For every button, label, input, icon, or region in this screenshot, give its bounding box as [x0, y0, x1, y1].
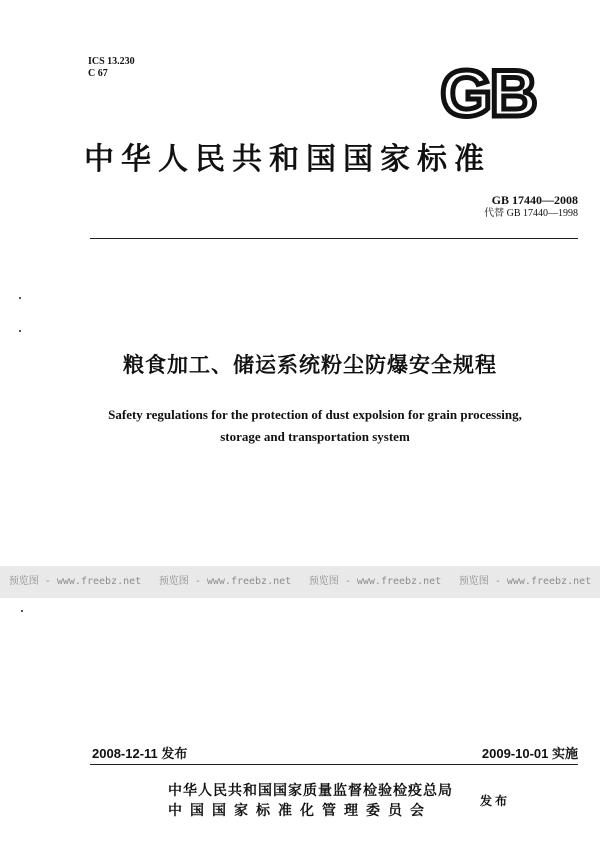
issue-date: 2008-12-11 发布	[92, 746, 188, 761]
issuer-aqsiq: 中华人民共和国国家质量监督检验检疫总局	[168, 783, 453, 799]
implementation-date: 2009-10-01 实施	[481, 746, 578, 761]
document-title-en-line2: storage and transportation system	[220, 429, 410, 444]
gb-logo-text: GB	[440, 62, 536, 120]
ccs-code: C 67	[88, 68, 108, 79]
document-title-en-line1: Safety regulations for the protection of dust expolsion for grain processing,	[108, 407, 522, 422]
gb-logo	[428, 62, 548, 120]
publish-label: 发布	[480, 794, 511, 808]
scan-speck	[19, 297, 21, 299]
header-divider	[90, 238, 578, 239]
standard-organization: 中华人民共和国国家标准	[84, 142, 491, 177]
watermark-text: 预览图 - www.freebz.net	[308, 576, 442, 587]
ics-code: ICS 13.230	[88, 56, 135, 67]
watermark-text: 预览图 - www.freebz.net	[158, 576, 292, 587]
watermark-band	[0, 566, 600, 598]
scan-speck	[21, 610, 23, 612]
issuer-sac: 中国国家标准化管理委员会	[168, 803, 432, 819]
footer-divider	[90, 764, 578, 765]
document-title-cn: 粮食加工、储运系统粉尘防爆安全规程	[123, 353, 497, 377]
standard-number: GB 17440—2008	[491, 193, 578, 207]
watermark-text: 预览图 - www.freebz.net	[8, 576, 142, 587]
scan-speck	[19, 330, 21, 332]
watermark-text: 预览图 - www.freebz.net	[458, 576, 592, 587]
replaces-standard: 代替 GB 17440—1998	[484, 208, 578, 219]
